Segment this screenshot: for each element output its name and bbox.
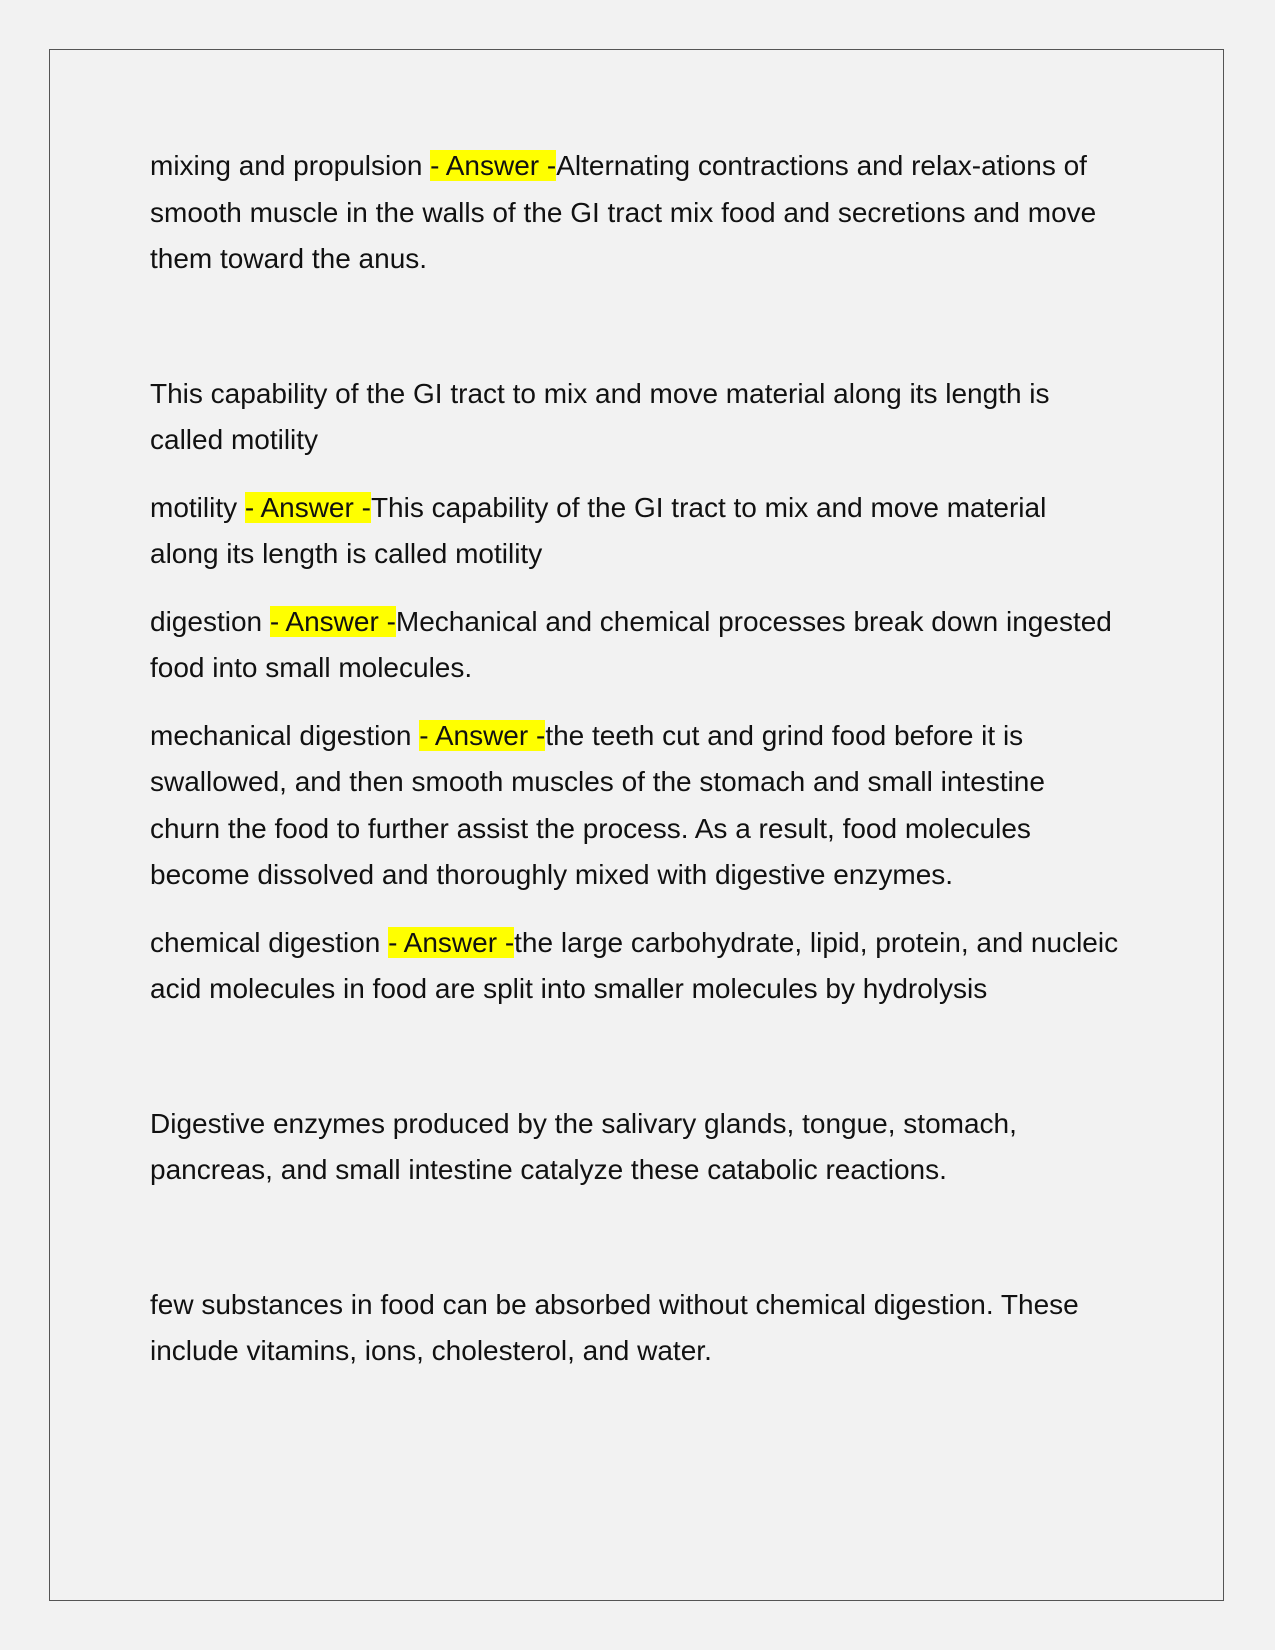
entry-definition: Mechanical and chemical processes break down ingested food into small molecules. xyxy=(150,605,1112,683)
entry-term: mixing and propulsion xyxy=(150,150,431,181)
paragraph-absorbed-substances: few substances in food can be absorbed without chemical digestion. These include vitamins, ions, cholesterol, and water. xyxy=(150,1288,1079,1366)
answer-highlight: - Answer - xyxy=(419,719,546,751)
entry-term: mechanical digestion xyxy=(150,719,420,751)
answer-highlight: - Answer - xyxy=(388,926,515,958)
paragraph-motility-note: This capability of the GI tract to mix and move material along its length is called motility xyxy=(150,377,1050,455)
entry-term: chemical digestion xyxy=(150,926,389,958)
entry-definition: the large carbohydrate, lipid, protein, and nucleic acid molecules in food are split into smaller molecules by hydrolysis xyxy=(150,926,1119,1004)
document-content xyxy=(150,143,1120,1375)
entry-definition: Alternating contractions and relax-ations of smooth muscle in the walls of the GI tract mix food and secretions and move them toward the anus. xyxy=(150,150,1097,274)
entry-mechanical-digestion xyxy=(150,713,1120,899)
answer-highlight: - Answer - xyxy=(244,491,371,523)
entry-digestion xyxy=(150,599,1120,692)
paragraph-digestive-enzymes: Digestive enzymes produced by the salivary glands, tongue, stomach, pancreas, and small intestine catalyze these catabolic reactions. xyxy=(150,1107,1017,1185)
answer-highlight: - Answer - xyxy=(430,150,557,181)
entry-definition: This capability of the GI tract to mix and move material along its length is called motility xyxy=(150,491,1047,569)
entry-definition: the teeth cut and grind food before it is swallowed, and then smooth muscles of the stomach and small intestine churn the food to further assist the process. As a result, food molecules become dissolved and thoroughly mixed with digestive enzymes. xyxy=(150,719,1045,890)
entry-motility xyxy=(150,485,1120,578)
entry-mixing-and-propulsion xyxy=(150,143,1120,283)
entry-chemical-digestion xyxy=(150,920,1120,1013)
entry-term: digestion xyxy=(150,605,270,637)
answer-highlight: - Answer - xyxy=(269,605,396,637)
entry-term: motility xyxy=(150,491,245,523)
